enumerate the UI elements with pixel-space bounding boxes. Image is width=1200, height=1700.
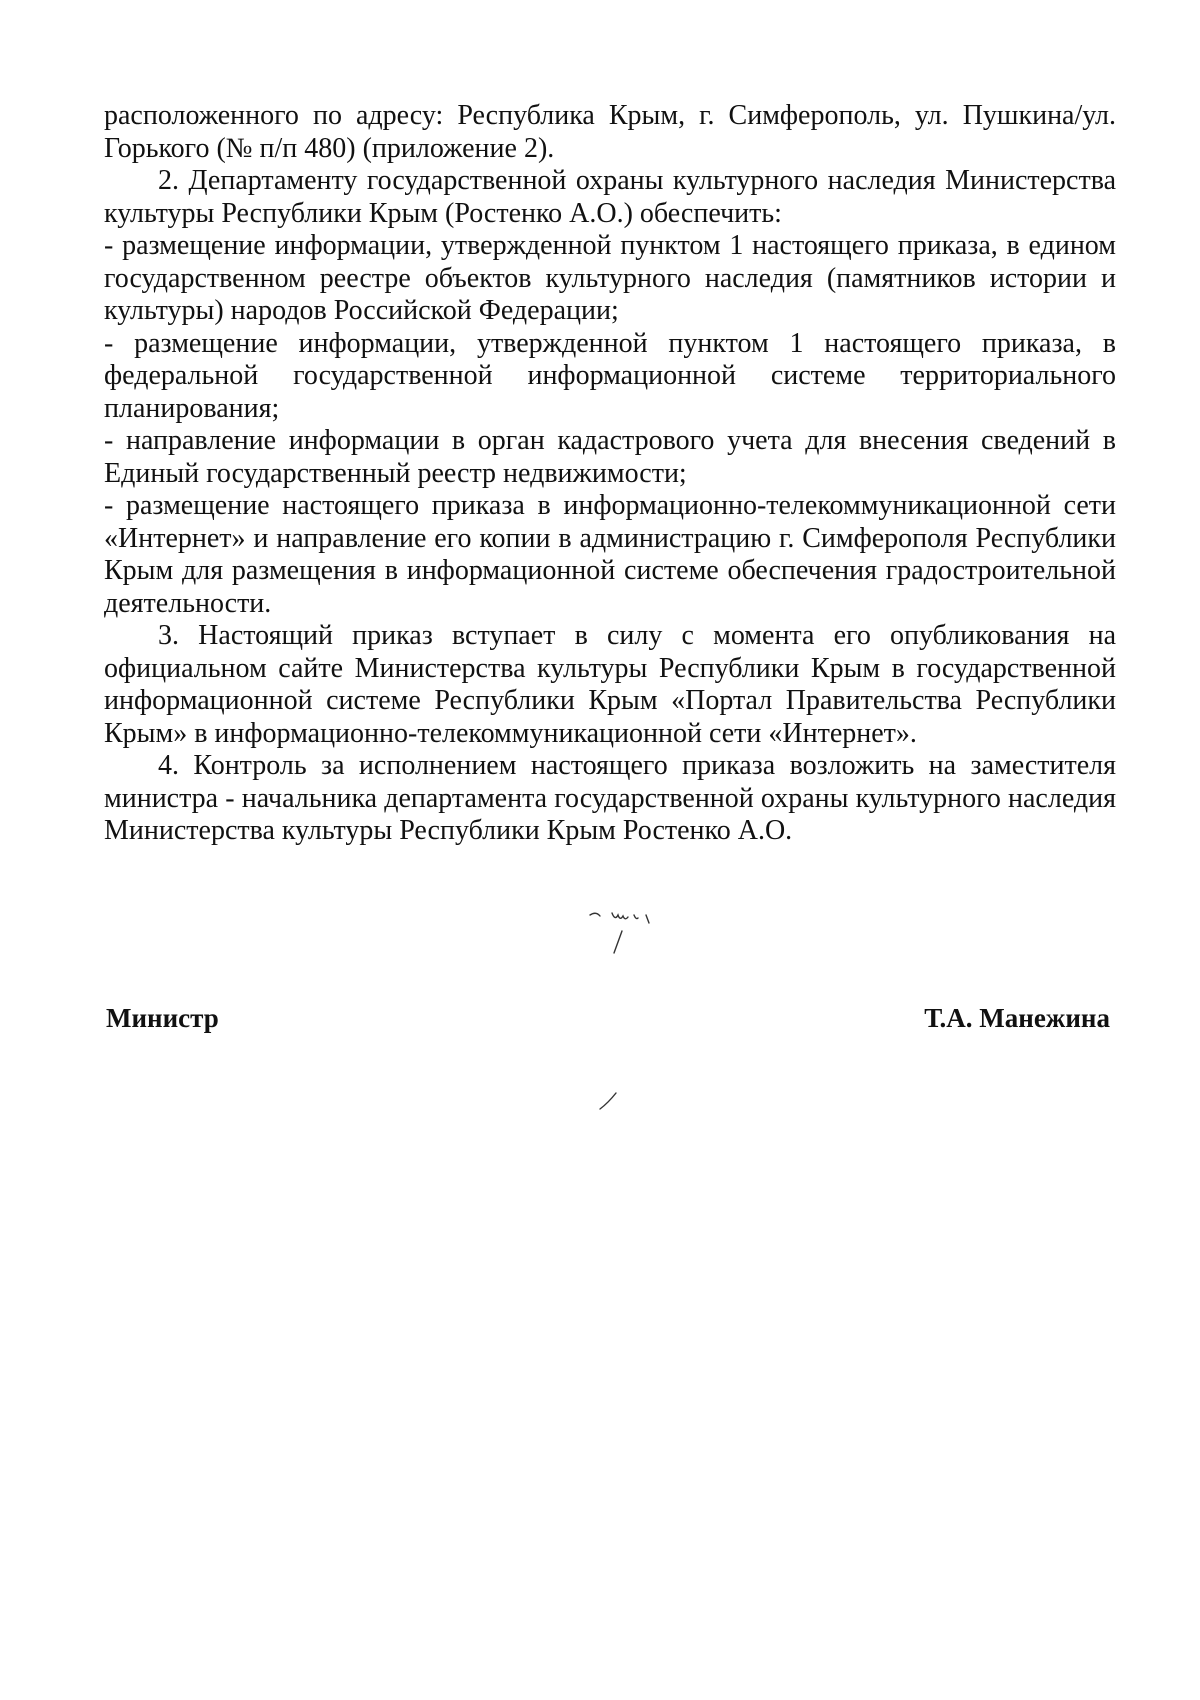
signature-block bbox=[104, 1003, 1110, 1043]
paragraph-bullet-registry: - размещение информации, утвержденной пунктом 1 настоящего приказа, в едином государственном реестре объектов культурного наследия (памятников истории и культуры) народов Российской Федерации; bbox=[104, 230, 1116, 326]
paragraph-item-2: 2. Департаменту государственной охраны культурного наследия Министерства культуры Республики Крым (Ростенко А.О.) обеспечить: bbox=[104, 165, 1116, 229]
signatory-name: Т.А. Манежина bbox=[924, 1003, 1110, 1033]
signatory-title: Министр bbox=[106, 1003, 219, 1033]
paragraph-bullet-internet: - размещение настоящего приказа в информационно-телекоммуникационной сети «Интернет» и направление его копии в администрацию г. Симферополя Республики Крым для размещения в информационной системе обеспечения градостроительной деятельности. bbox=[104, 490, 1116, 619]
paragraph-bullet-planning-system: - размещение информации, утвержденной пунктом 1 настоящего приказа, в федеральной государственной информационной системе территориального планирования; bbox=[104, 327, 1116, 424]
paragraph-item-3: 3. Настоящий приказ вступает в силу с момента его опубликования на официальном сайте Министерства культуры Республики Крым в государственной информационной системе Республики Крым «Портал Правительства Республики Крым» в информационно-телекоммуникационной сети «Интернет». bbox=[104, 620, 1116, 749]
paragraph-address-continuation: расположенного по адресу: Республика Крым, г. Симферополь, ул. Пушкина/ул. Горького (№ п/п 480) (приложение 2). bbox=[104, 100, 1116, 164]
document-body bbox=[104, 100, 1116, 848]
paragraph-bullet-cadastral: - направление информации в орган кадастрового учета для внесения сведений в Единый государственный реестр недвижимости; bbox=[104, 425, 1116, 489]
paragraph-item-4: 4. Контроль за исполнением настоящего приказа возложить на заместителя министра - начальника департамента государственной охраны культурного наследия Министерства культуры Республики Крым Ростенко А.О. bbox=[104, 750, 1116, 846]
